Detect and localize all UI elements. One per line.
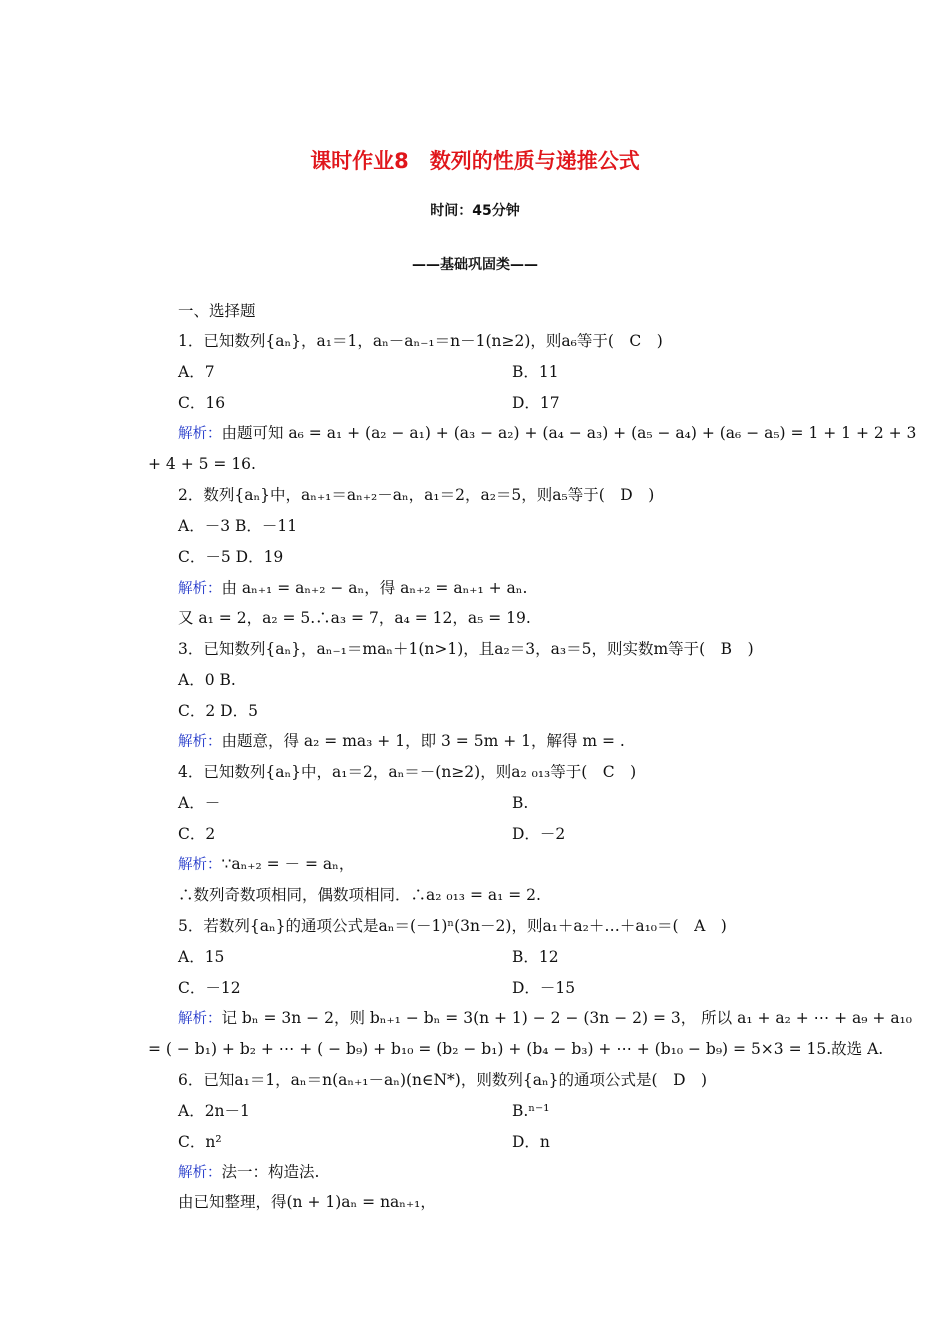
q4-option-a: A．－ [178,794,221,812]
question-3-stem: 3．已知数列{aₙ}，aₙ₋₁＝maₙ＋1(n>1)，且a₂＝3，a₃＝5，则实数m等于( B ) [178,640,754,658]
q4-solution-line-1: 解析：∵aₙ₊₂ = － = aₙ， [178,855,355,873]
q1-solution-line-1: 解析：由题可知 a₆ = a₁ + (a₂ − a₁) + (a₃ − a₂) + (a₄ − a₃) + (a₅ − a₄) + (a₆ − a₅) = 1 + 1 + 2 + 3 [178,424,917,442]
question-5-stem: 5．若数列{aₙ}的通项公式是aₙ＝(－1)ⁿ(3n－2)，则a₁＋a₂＋…＋a₁₀＝( A ) [178,917,727,935]
analysis-label: 解析： [178,1165,222,1181]
section-label: 一、选择题 [178,302,256,320]
time-limit: 时间：45分钟 [430,203,520,219]
q2-solution-line-1: 解析：由 aₙ₊₁ = aₙ₊₂ − aₙ，得 aₙ₊₂ = aₙ₊₁ + aₙ. [178,579,528,597]
q6-solution-line-2: 由已知整理，得(n + 1)aₙ = naₙ₊₁， [178,1193,436,1211]
analysis-label: 解析： [178,581,222,597]
q4-solution-line-2: ∴数列奇数项相同，偶数项相同．∴a₂ ₀₁₃ = a₁ = 2. [178,886,541,904]
q2-solution-line-2: 又 a₁ = 2，a₂ = 5.∴a₃ = 7，a₄ = 12，a₅ = 19. [178,609,531,627]
q1-option-b: B．11 [512,363,559,381]
q4-option-d: D．－2 [512,825,566,843]
question-6-stem: 6．已知a₁＝1，aₙ＝n(aₙ₊₁－aₙ)(n∈N*)，则数列{aₙ}的通项公式是( D ) [178,1071,708,1089]
question-2-stem: 2．数列{aₙ}中，aₙ₊₁＝aₙ₊₂－aₙ，a₁＝2，a₂＝5，则a₅等于( D ) [178,486,655,504]
q6-option-d: D．n [512,1133,550,1151]
q6-solution-line-1: 解析：法一：构造法. [178,1163,320,1181]
q6-option-b: B.ⁿ⁻¹ [512,1102,550,1120]
q1-option-a: A．7 [178,363,215,381]
q5-option-d: D．－15 [512,979,576,997]
q3-solution-line-1: 解析：由题意，得 a₂ = ma₃ + 1，即 3 = 5m + 1，解得 m = . [178,732,625,750]
q5-solution-line-1: 解析：记 bₙ = 3n − 2，则 bₙ₊₁ − bₙ = 3(n + 1) − 2 − (3n − 2) = 3， 所以 a₁ + a₂ + ⋯ + a₉ + a₁₀ [178,1009,912,1027]
q1-solution-line-2: + 4 + 5 = 16. [148,455,256,473]
q1-option-d: D．17 [512,394,560,412]
question-1-stem: 1．已知数列{aₙ}，a₁＝1，aₙ－aₙ₋₁＝n－1(n≥2)，则a₆等于( C ) [178,332,663,350]
q5-solution-line-2: = ( − b₁) + b₂ + ⋯ + ( − b₉) + b₁₀ = (b₂ − b₁) + (b₄ − b₃) + ⋯ + (b₁₀ − b₉) = 5×3 = 15.故选 A. [148,1040,884,1058]
analysis-label: 解析： [178,1011,222,1027]
analysis-label: 解析： [178,426,222,442]
q1-option-c: C．16 [178,394,226,412]
q2-options-ab: A．－3 B．－11 [178,517,298,535]
page-title: 课时作业8 数列的性质与递推公式 [310,149,640,173]
q3-options-cd: C．2 D．5 [178,702,258,720]
q5-option-c: C．－12 [178,979,241,997]
q6-option-a: A．2n－1 [178,1102,250,1120]
q5-option-b: B．12 [512,948,559,966]
q5-option-a: A．15 [178,948,225,966]
q3-options-ab: A．0 B. [178,671,236,689]
analysis-label: 解析： [178,734,222,750]
q2-options-cd: C．－5 D．19 [178,548,284,566]
q4-option-c: C．2 [178,825,216,843]
analysis-label: 解析： [178,857,222,873]
section-heading: ——基础巩固类—— [412,257,538,273]
q6-option-c: C．n² [178,1133,222,1151]
question-4-stem: 4．已知数列{aₙ}中，a₁＝2，aₙ＝－(n≥2)，则a₂ ₀₁₃等于( C ) [178,763,637,781]
q4-option-b: B. [512,794,529,812]
